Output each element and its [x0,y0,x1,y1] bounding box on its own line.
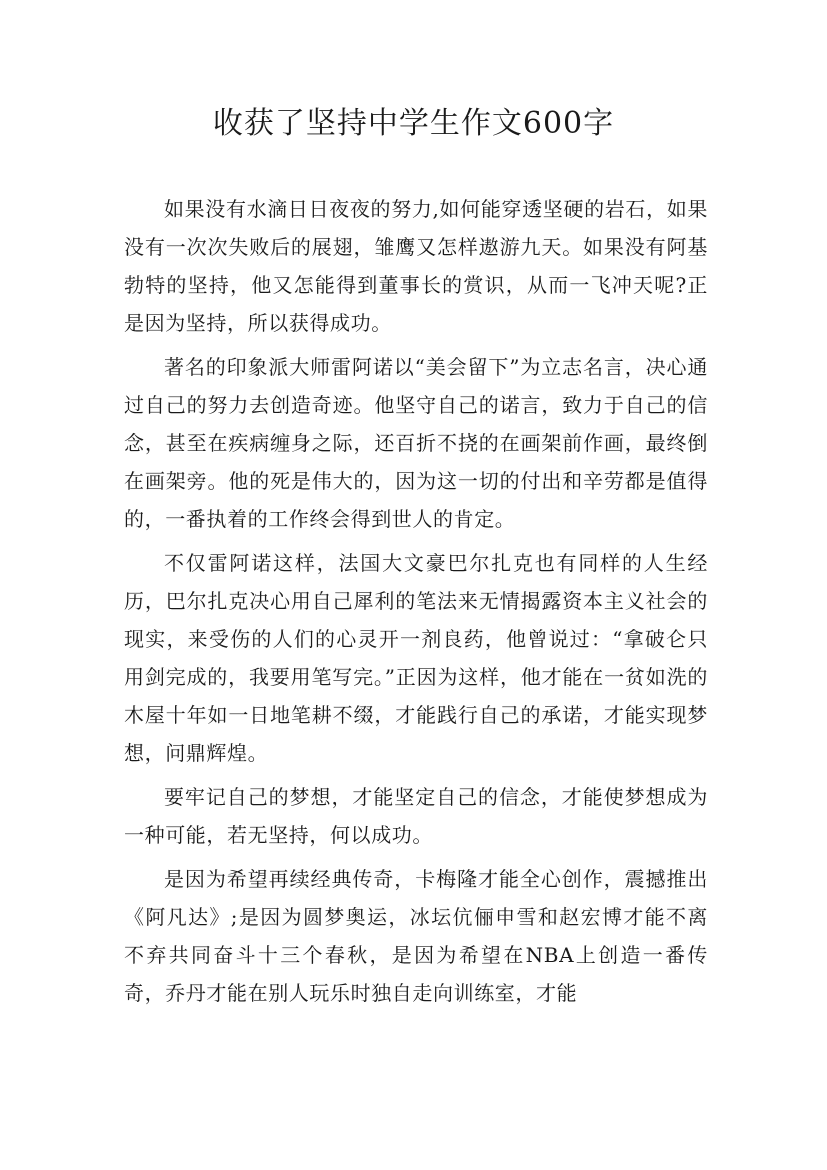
paragraph-3: 不仅雷阿诺这样，法国大文豪巴尔扎克也有同样的人生经历，巴尔扎克决心用自己犀利的笔法来无情揭露资本主义社会的现实，来受伤的人们的心灵开一剂良药，他曾说过：“拿破仑只用剑完成的，我要用笔写完。”正因为这样，他才能在一贫如洗的木屋十年如一日地笔耕不缀，才能践行自己的承诺，才能实现梦想，问鼎辉煌。 [124,551,708,765]
document-body [124,190,708,1018]
paragraph-1: 如果没有水滴日日夜夜的努力,如何能穿透坚硬的岩石，如果没有一次次失败后的展翅，雏鹰又怎样遨游九天。如果没有阿基勃特的坚持，他又怎能得到董事长的赏识，从而一飞冲天呢?正是因为坚持，所以获得成功。 [124,197,708,335]
paragraph-2: 著名的印象派大师雷阿诺以“美会留下”为立志名言，决心通过自己的努力去创造奇迹。他坚守自己的诺言，致力于自己的信念，甚至在疾病缠身之际，还百折不挠的在画架前作画，最终倒在画架旁。他的死是伟大的，因为这一切的付出和辛劳都是值得的，一番执着的工作终会得到世人的肯定。 [124,355,708,531]
document-title: 收获了坚持中学生作文600字 [212,106,615,141]
paragraph-4: 要牢记自己的梦想，才能坚定自己的信念，才能使梦想成为一种可能，若无坚持，何以成功。 [124,785,708,847]
paragraph-5: 是因为希望再续经典传奇，卡梅隆才能全心创作，震撼推出《阿凡达》;是因为圆梦奥运，冰坛伉俪申雪和赵宏博才能不离不弃共同奋斗十三个春秋，是因为希望在NBA上创造一番传奇，乔丹才能在别人玩乐时独自走向训练室，才能 [124,867,708,1005]
